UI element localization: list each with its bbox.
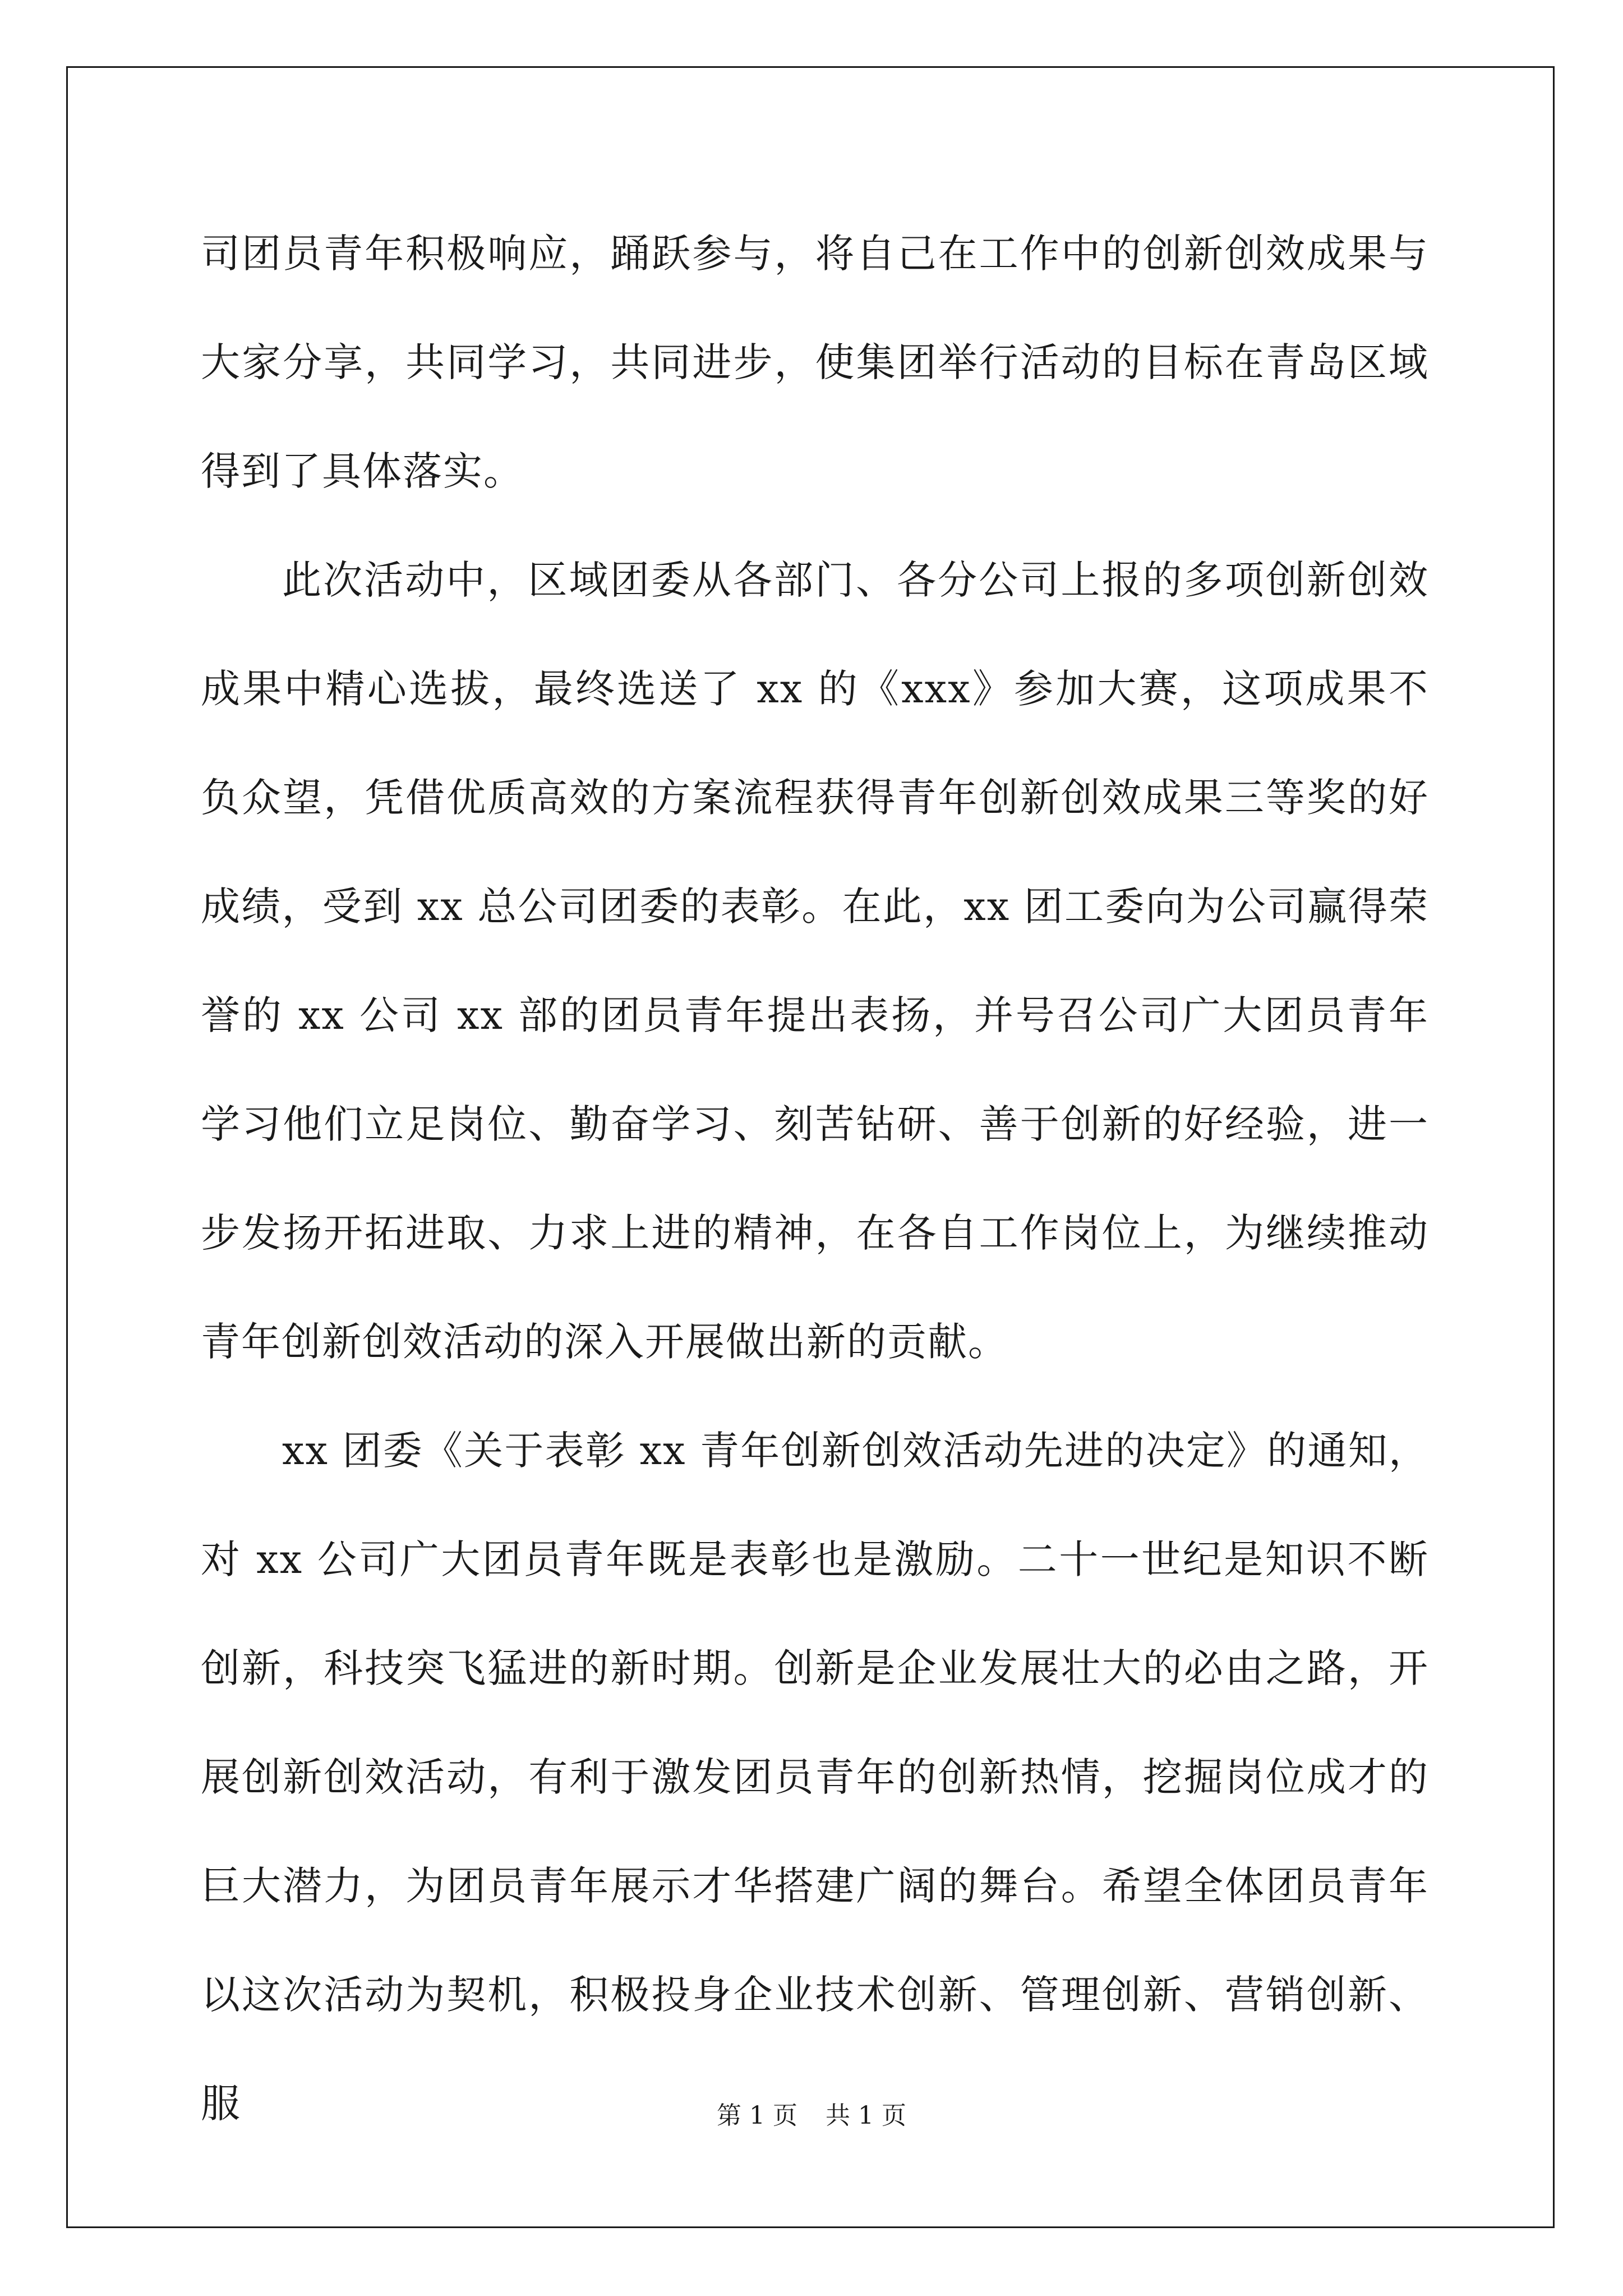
paragraph-3: xx 团委《关于表彰 xx 青年创新创效活动先进的决定》的通知，对 xx 公司广大团员青年既是表彰也是激励。二十一世纪是知识不断创新，科技突飞猛进的新时期。创新是企业发展壮大的必由之路，开展创新创效活动，有利于激发团员青年的创新热情，挖掘岗位成才的巨大潜力，为团员青年展示才华搭建广阔的舞台。希望全体团员青年以这次活动为契机，积极投身企业技术创新、管理创新、营销创新、服 xyxy=(201,1428,1429,2127)
page-number-total: 共 1 页 xyxy=(826,2101,906,2130)
page-number-current: 第 1 页 xyxy=(717,2101,797,2130)
page-footer xyxy=(0,2095,1623,2131)
document-body xyxy=(201,199,1429,2158)
paragraph-1: 司团员青年积极响应，踊跃参与，将自己在工作中的创新创效成果与大家分享，共同学习，共同进步，使集团举行活动的目标在青岛区域得到了具体落实。 xyxy=(201,231,1429,494)
paragraph-2: 此次活动中，区域团委从各部门、各分公司上报的多项创新创效成果中精心选拔，最终选送了 xx 的《xxx》参加大赛，这项成果不负众望，凭借优质高效的方案流程获得青年创新创效成果三等奖的好成绩，受到 xx 总公司团委的表彰。在此，xx 团工委向为公司赢得荣誉的 xx 公司 xx 部的团员青年提出表扬，并号召公司广大团员青年学习他们立足岗位、勤奋学习、刻苦钻研、善于创新的好经验，进一步发扬开拓进取、力求上进的精神，在各自工作岗位上，为继续推动青年创新创效活动的深入开展做出新的贡献。 xyxy=(201,557,1429,1365)
